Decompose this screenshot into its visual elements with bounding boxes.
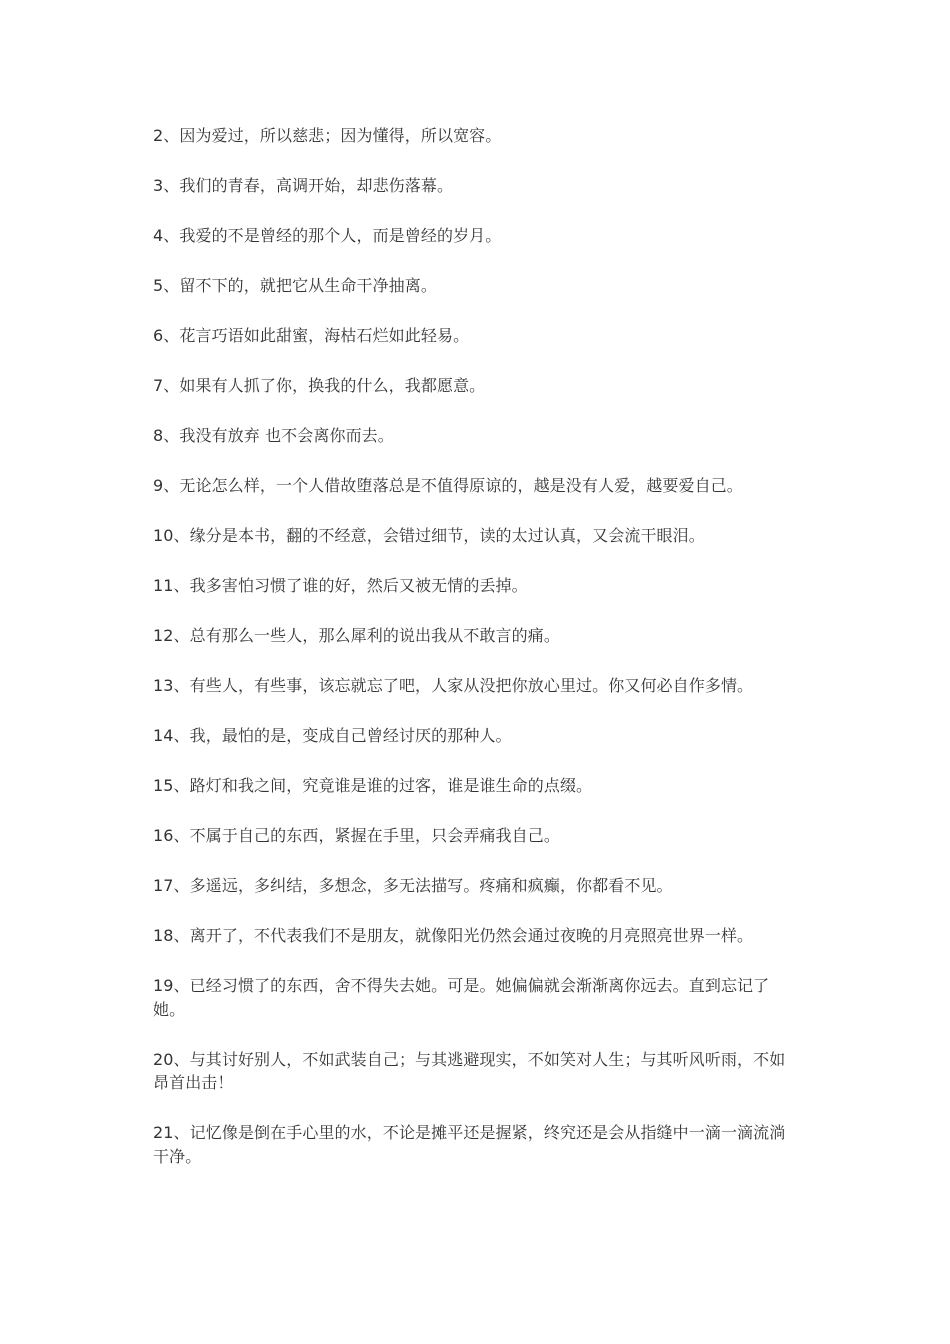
list-item: 20、与其讨好别人，不如武装自己；与其逃避现实，不如笑对人生；与其听风听雨，不如昂首出击！: [153, 1049, 786, 1092]
list-item: 5、留不下的，就把它从生命干净抽离。: [153, 276, 437, 295]
list-item: 19、已经习惯了的东西，舍不得失去她。可是。她偏偏就会渐渐离你远去。直到忘记了她。: [153, 976, 770, 1019]
list-item: 13、有些人，有些事，该忘就忘了吧，人家从没把你放心里过。你又何必自作多情。: [153, 676, 754, 695]
quote-list: [153, 124, 797, 1195]
list-item: 15、路灯和我之间，究竟谁是谁的过客，谁是谁生命的点缀。: [153, 776, 593, 795]
list-item: 4、我爱的不是曾经的那个人，而是曾经的岁月。: [153, 226, 502, 245]
list-item: 12、总有那么一些人，那么犀利的说出我从不敢言的痛。: [153, 626, 560, 645]
list-item: 9、无论怎么样，一个人借故堕落总是不值得原谅的，越是没有人爱，越要爱自己。: [153, 476, 743, 495]
list-item: 11、我多害怕习惯了谁的好，然后又被无情的丢掉。: [153, 576, 528, 595]
list-item: 7、如果有人抓了你，换我的什么，我都愿意。: [153, 376, 486, 395]
list-item: 14、我，最怕的是，变成自己曾经讨厌的那种人。: [153, 726, 512, 745]
list-item: 21、记忆像是倒在手心里的水，不论是摊平还是握紧，终究还是会从指缝中一滴一滴流淌干净。: [153, 1123, 786, 1166]
list-item: 10、缘分是本书，翻的不经意，会错过细节，读的太过认真，又会流干眼泪。: [153, 526, 705, 545]
list-item: 16、不属于自己的东西，紧握在手里，只会弄痛我自己。: [153, 826, 560, 845]
list-item: 3、我们的青春，高调开始，却悲伤落幕。: [153, 176, 454, 195]
list-item: 8、我没有放弃 也不会离你而去。: [153, 426, 394, 445]
list-item: 17、多遥远，多纠结，多想念，多无法描写。疼痛和疯癫，你都看不见。: [153, 876, 673, 895]
list-item: 2、因为爱过，所以慈悲；因为懂得，所以宽容。: [153, 126, 502, 145]
list-item: 6、花言巧语如此甜蜜，海枯石烂如此轻易。: [153, 326, 470, 345]
list-item: 18、离开了，不代表我们不是朋友，就像阳光仍然会通过夜晚的月亮照亮世界一样。: [153, 926, 754, 945]
